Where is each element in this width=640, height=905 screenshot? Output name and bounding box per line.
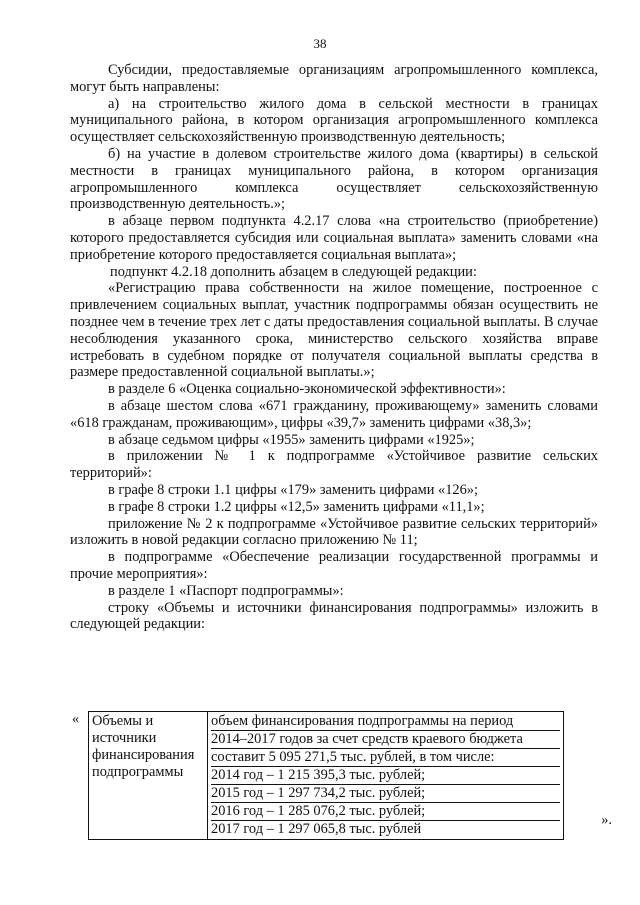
paragraph-row-replace: строку «Объемы и источники финансирования подпрограммы» изложить в следующей редакции: xyxy=(70,599,598,633)
paragraph-item-a: а) на строительство жилого дома в сельской местности в границах муниципального района, в котором организация агропромышленного комплекса осуществляет сельскохозяйственную производственную деятельность; xyxy=(70,95,598,146)
value-line: составит 5 095 271,5 тыс. рублей, в том числе: xyxy=(211,749,560,767)
paragraph-subsidies-intro: Субсидии, предоставляемые организациям агропромышленного комплекса, могут быть направлены: xyxy=(70,62,598,95)
table-label-cell xyxy=(89,712,208,840)
paragraph-seventh-abzac: в абзаце седьмом цифры «1955» заменить цифрами «1925»; xyxy=(108,431,475,448)
table-value-cell xyxy=(208,712,564,840)
document-body xyxy=(70,62,598,633)
paragraph-row-1-2: в графе 8 строки 1.2 цифры «12,5» заменить цифрами «11,1»; xyxy=(108,498,485,515)
label-line: источники xyxy=(92,730,157,746)
value-line: 2016 год – 1 285 076,2 тыс. рублей; xyxy=(211,803,560,821)
paragraph-row-1-1: в графе 8 строки 1.1 цифры «179» заменить цифрами «126»; xyxy=(108,481,478,498)
value-line: 2014–2017 годов за счет средств краевого бюджета xyxy=(211,731,560,749)
financing-table-block xyxy=(72,711,612,837)
value-line: 2014 год – 1 215 395,3 тыс. рублей; xyxy=(211,767,560,785)
value-line: 2015 год – 1 297 734,2 тыс. рублей; xyxy=(211,785,560,803)
label-line: Объемы и xyxy=(92,713,154,729)
paragraph-section-1: в разделе 1 «Паспорт подпрограммы»: xyxy=(108,582,344,599)
open-quote: « xyxy=(72,711,80,727)
financing-table xyxy=(88,711,564,840)
page-number: 38 xyxy=(313,36,327,51)
paragraph-section-6: в разделе 6 «Оценка социально-экономической эффективности»: xyxy=(108,381,506,398)
paragraph-registration: «Регистрацию права собственности на жилое помещение, построенное с привлечением социальных выплат, участник подпрограммы обязан осуществить не позднее чем в течение трех лет с даты предоставления социальной выплаты. В случае несоблюдения указанного срока, министерство сельского хозяйства вправе истребовать в судебном порядке от получателя социальной выплаты средства в размере предоставленной социальной выплаты.»; xyxy=(70,280,598,381)
paragraph-item-b: б) на участие в долевом строительстве жилого дома (квартиры) в сельской местности в границах муниципального района, в котором организация агропромышленного комплекса осуществляет сельскохозяйственную производственную деятельность.»; xyxy=(70,145,598,213)
paragraph-4-2-17: в абзаце первом подпункта 4.2.17 слова «на строительство (приобретение) которого предоставляется субсидия или социальная выплата» заменить словами «на приобретение которого предоставляется социальная выплата»; xyxy=(70,213,598,263)
label-line: подпрограммы xyxy=(92,764,184,780)
close-quote: ». xyxy=(601,812,612,828)
paragraph-sixth-abzac: в абзаце шестом слова «671 гражданину, проживающему» заменить словами «618 гражданам, проживающим», цифры «39,7» заменить цифрами «38,3»; xyxy=(70,397,598,431)
value-line: объем финансирования подпрограммы на период xyxy=(211,713,560,731)
paragraph-4-2-18: подпункт 4.2.18 дополнить абзацем в следующей редакции: xyxy=(110,263,477,280)
label-line: финансирования xyxy=(92,747,195,763)
paragraph-appendix-1: в приложении № 1 к подпрограмме «Устойчивое развитие сельских территорий»: xyxy=(70,448,598,482)
table-row xyxy=(89,712,564,840)
value-line: 2017 год – 1 297 065,8 тыс. рублей xyxy=(211,821,422,837)
paragraph-appendix-2: приложение № 2 к подпрограмме «Устойчивое развитие сельских территорий» изложить в новой редакции согласно приложению № 11; xyxy=(70,515,598,549)
paragraph-subprogram: в подпрограмме «Обеспечение реализации государственной программы и прочие мероприятия»: xyxy=(70,549,598,582)
